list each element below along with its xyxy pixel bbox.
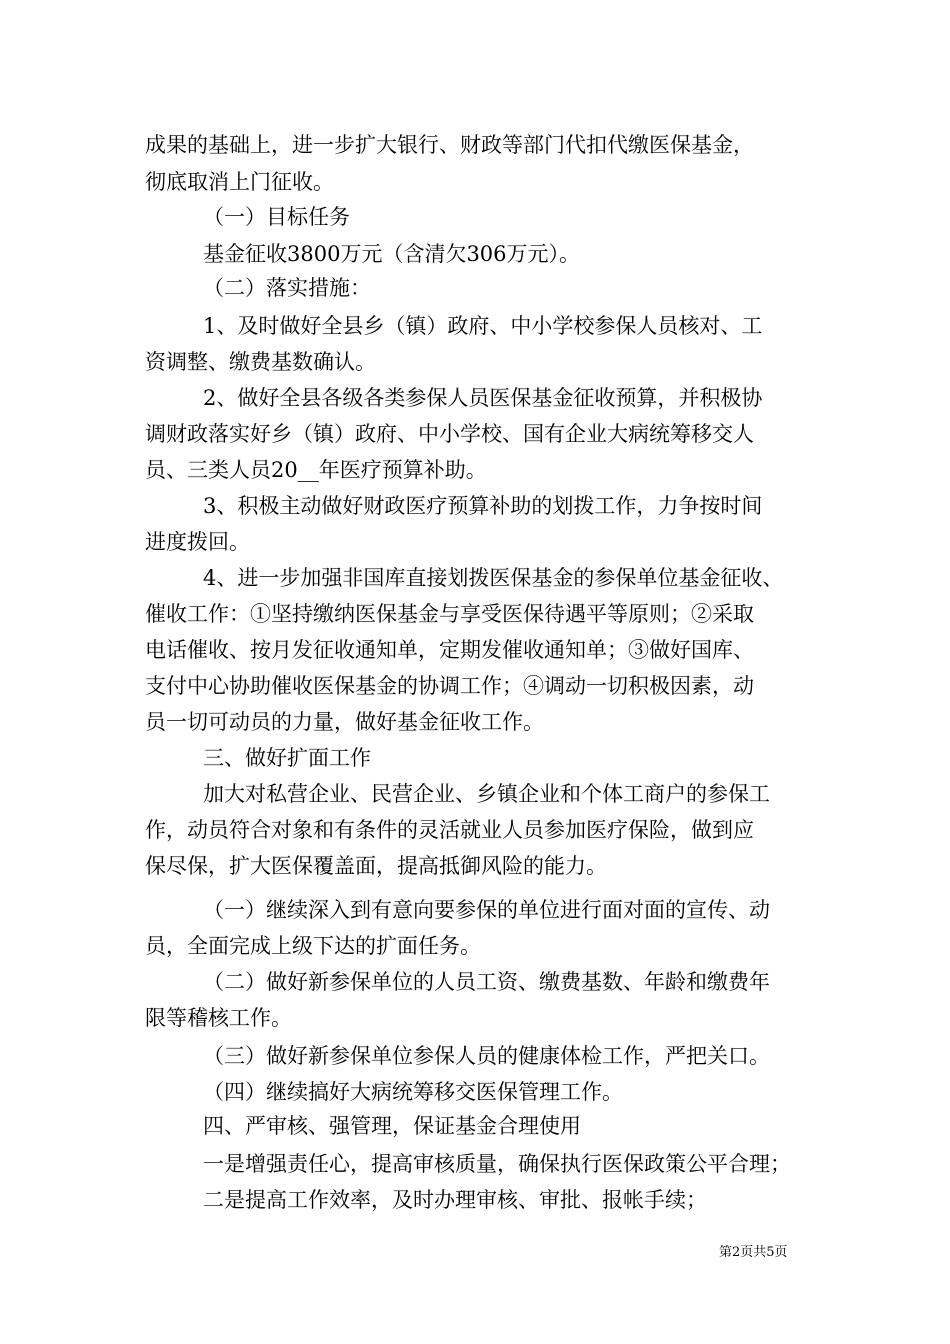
page-footer: 第2页共5页	[719, 1245, 788, 1260]
paragraph-line: （一）继续深入到有意向要参保的单位进行面对面的宣传、动	[203, 898, 770, 922]
paragraph-line: 进度拨回。	[145, 530, 250, 554]
paragraph-line: 彻底取消上门征收。	[145, 170, 334, 194]
paragraph-line: 4、进一步加强非国库直接划拨医保基金的参保单位基金征收、	[203, 566, 784, 590]
paragraph-line: 一是增强责任心，提高审核质量，确保执行医保政策公平合理；	[203, 1152, 791, 1176]
section-heading: 四、严审核、强管理，保证基金合理使用	[203, 1114, 581, 1138]
paragraph-line: （三）做好新参保单位参保人员的健康体检工作，严把关口。	[203, 1044, 770, 1068]
paragraph-line: 基金征收3800万元（含清欠306万元）。	[203, 242, 581, 266]
paragraph-line: 催收工作：①坚持缴纳医保基金与享受医保待遇平等原则；②采取	[145, 602, 754, 626]
paragraph-line: 2、做好全县各级各类参保人员医保基金征收预算，并积极协	[203, 386, 763, 410]
paragraph-line: 成果的基础上，进一步扩大银行、财政等部门代扣代缴医保基金，	[145, 133, 754, 157]
paragraph-line: 员一切可动员的力量，做好基金征收工作。	[145, 710, 544, 734]
section-heading: 三、做好扩面工作	[203, 746, 371, 770]
paragraph-line: 3、积极主动做好财政医疗预算补助的划拨工作，力争按时间	[203, 494, 763, 518]
section-heading: （一）目标任务	[203, 205, 350, 229]
paragraph-line: 限等稽核工作。	[145, 1006, 292, 1030]
section-heading: （二）落实措施：	[203, 276, 371, 300]
paragraph-line: 员、三类人员20__年医疗预算补助。	[145, 458, 487, 482]
paragraph-line: （二）做好新参保单位的人员工资、缴费基数、年龄和缴费年	[203, 970, 770, 994]
paragraph-line: 作，动员符合对象和有条件的灵活就业人员参加医疗保险，做到应	[145, 818, 754, 842]
paragraph-line: 支付中心协助催收医保基金的协调工作；④调动一切积极因素，动	[145, 674, 754, 698]
paragraph-line: 调财政落实好乡（镇）政府、中小学校、国有企业大病统筹移交人	[145, 422, 754, 446]
paragraph-line: （四）继续搞好大病统筹移交医保管理工作。	[203, 1080, 623, 1104]
paragraph-line: 电话催收、按月发征收通知单，定期发催收通知单；③做好国库、	[145, 638, 754, 662]
paragraph-line: 1、及时做好全县乡（镇）政府、中小学校参保人员核对、工	[203, 314, 763, 338]
paragraph-line: 员，全面完成上级下达的扩面任务。	[145, 934, 481, 958]
paragraph-line: 资调整、缴费基数确认。	[145, 350, 376, 374]
paragraph-line: 保尽保，扩大医保覆盖面，提高抵御风险的能力。	[145, 854, 607, 878]
paragraph-line: 二是提高工作效率，及时办理审核、审批、报帐手续；	[203, 1188, 707, 1212]
paragraph-line: 加大对私营企业、民营企业、乡镇企业和个体工商户的参保工	[203, 782, 770, 806]
